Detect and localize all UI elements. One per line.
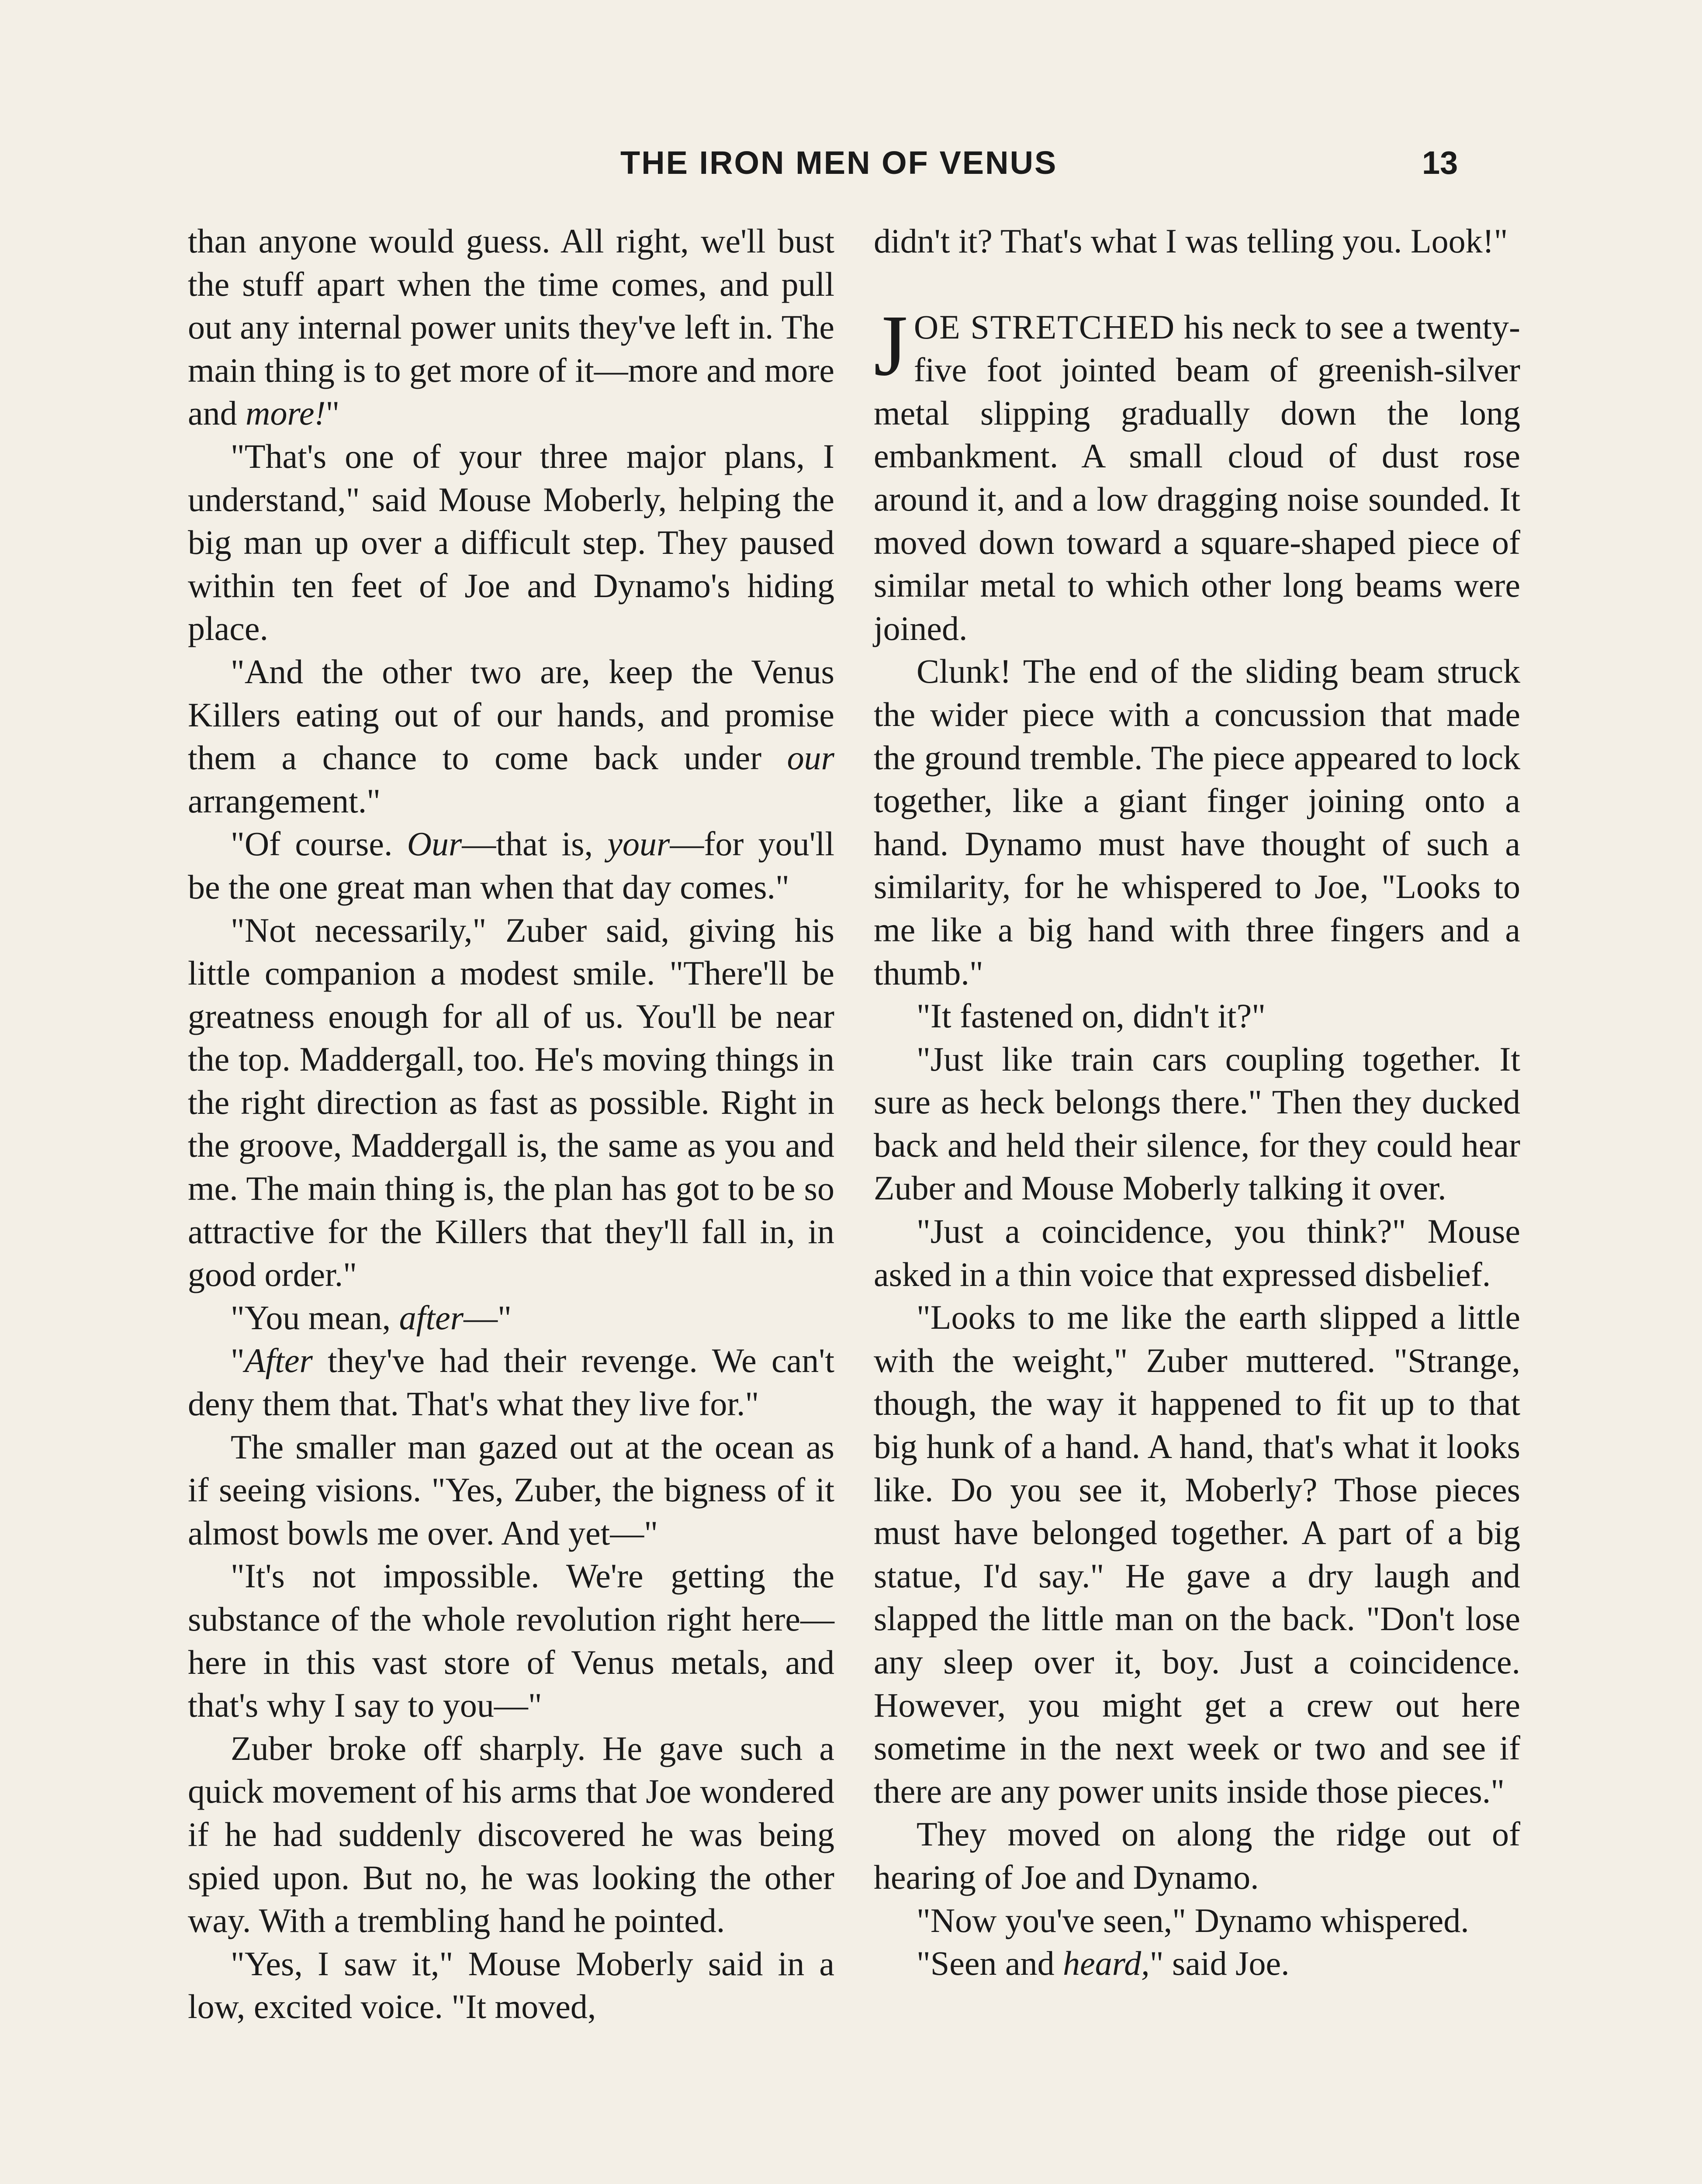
text-run: his neck to see a twenty-five foot jointed beam of greenish-silver metal slipping gradually down the long embankment. A small cloud of dust rose around it, and a low dragging noise sounded. It moved down toward a square-shaped piece of similar metal to which other long beams were joined.: [874, 308, 1520, 647]
paragraph: [188, 650, 834, 822]
paragraph: [874, 297, 1520, 650]
paragraph: [188, 220, 834, 435]
paragraph: [874, 995, 1520, 1038]
paragraph: [874, 1296, 1520, 1813]
italic-text: heard,: [1063, 1944, 1150, 1983]
paragraph: [874, 220, 1520, 263]
paragraph: [874, 650, 1520, 995]
italic-text: our: [787, 739, 834, 777]
text-run: The smaller man gazed out at the ocean as if seeing visions. "Yes, Zuber, the bigness of it almost bowls me over. And yet—": [188, 1427, 834, 1552]
paragraph: [188, 1296, 834, 1340]
paragraph: [188, 1339, 834, 1425]
paragraph: [188, 1555, 834, 1727]
paragraph: [874, 1038, 1520, 1210]
drop-cap: J: [874, 297, 908, 394]
italic-text: Our: [407, 825, 462, 863]
paragraph: [874, 1210, 1520, 1296]
text-run: "You mean,: [231, 1298, 399, 1337]
text-run: "And the other two are, keep the Venus Killers eating out of our hands, and promise them a chance to come back under: [188, 652, 834, 777]
right-text-column: [874, 220, 1520, 1985]
paragraph: [188, 1426, 834, 1555]
paragraph: [188, 822, 834, 909]
text-run: arrangement.": [188, 781, 381, 820]
text-run: "Just like train cars coupling together. It sure as heck belongs there." Then they ducked back and held their silence, for they could hear Zuber and Mouse Moberly talking it over.: [874, 1040, 1520, 1207]
text-run: ": [231, 1341, 245, 1380]
italic-text: more!: [246, 394, 326, 432]
paragraph: [874, 1899, 1520, 1942]
text-run: "Of course.: [231, 825, 407, 863]
running-title: THE IRON MEN OF VENUS: [620, 145, 1058, 181]
text-run: " said Joe.: [1149, 1944, 1290, 1983]
page-header: [0, 139, 1702, 187]
text-run: "Just a coincidence, you think?" Mouse asked in a thin voice that expressed disbelief.: [874, 1212, 1520, 1293]
text-run: they've had their revenge. We can't deny them that. That's what they live for.": [188, 1341, 834, 1423]
italic-text: After: [244, 1341, 313, 1380]
text-run: "Looks to me like the earth slipped a little with the weight," Zuber muttered. "Strange, though, the way it happened to fit up to that big hunk of a hand. A hand, that's what it looks like. Do you see it, Moberly? Those pieces must have belonged together. A part of a big statue, I'd say." He gave a dry laugh and slapped the little man on the back. "Don't lose any sleep over it, boy. Just a coincidence. However, you might get a crew out here sometime in the next week or two and see if there are any power units inside those pieces.": [874, 1298, 1520, 1810]
text-run: "It fastened on, didn't it?": [917, 997, 1266, 1035]
text-run: Zuber broke off sharply. He gave such a quick movement of his arms that Joe wondered if he had suddenly discovered he was being spied upon. But no, he was looking the other way. With a trembling hand he pointed.: [188, 1729, 834, 1940]
text-run: "Yes, I saw it," Mouse Moberly said in a low, excited voice. "It moved,: [188, 1944, 834, 2026]
paragraph: [188, 435, 834, 650]
text-run: "That's one of your three major plans, I understand," said Mouse Moberly, helping the big man up over a difficult step. They paused within ten feet of Joe and Dynamo's hiding place.: [188, 437, 834, 648]
paragraph: [188, 909, 834, 1296]
lead-in-caps: OE STRETCHED: [913, 308, 1176, 346]
text-run: "It's not impossible. We're getting the substance of the whole revolution right here—here in this vast store of Venus metals, and that's why I say to you—": [188, 1557, 834, 1724]
text-run: —that is,: [462, 825, 608, 863]
italic-text: after: [399, 1298, 464, 1337]
paragraph: [874, 1942, 1520, 1985]
text-run: "Seen and: [917, 1944, 1063, 1983]
left-text-column: [188, 220, 834, 2028]
text-run: "Not necessarily," Zuber said, giving his little companion a modest smile. "There'll be greatness enough for all of us. You'll be near the top. Maddergall, too. He's moving things in the right direction as fast as possible. Right in the groove, Maddergall is, the same as you and me. The main thing is, the plan has got to be so attractive for the Killers that they'll fall in, in good order.": [188, 911, 834, 1294]
paragraph: [874, 1813, 1520, 1899]
page-number: 13: [1422, 145, 1458, 181]
text-run: Clunk! The end of the sliding beam struck the wider piece with a concussion that made the ground tremble. The piece appeared to lock together, like a giant finger joining onto a hand. Dynamo must have thought of such a similarity, for he whispered to Joe, "Looks to me like a big hand with three fingers and a thumb.": [874, 652, 1520, 992]
text-run: They moved on along the ridge out of hearing of Joe and Dynamo.: [874, 1815, 1520, 1896]
text-run: —": [464, 1298, 512, 1337]
italic-text: your: [607, 825, 670, 863]
paragraph: [188, 1727, 834, 1942]
text-run: —for you'll be the one great man when that day comes.": [188, 825, 834, 906]
text-run: "Now you've seen," Dynamo whispered.: [917, 1901, 1469, 1939]
text-run: ": [325, 394, 340, 432]
paragraph: [188, 1942, 834, 2028]
text-run: than anyone would guess. All right, we'll bust the stuff apart when the time comes, and pull out any internal power units they've left in. The main thing is to get more of it—more and more and: [188, 222, 834, 432]
text-run: didn't it? That's what I was telling you. Look!": [874, 222, 1508, 260]
